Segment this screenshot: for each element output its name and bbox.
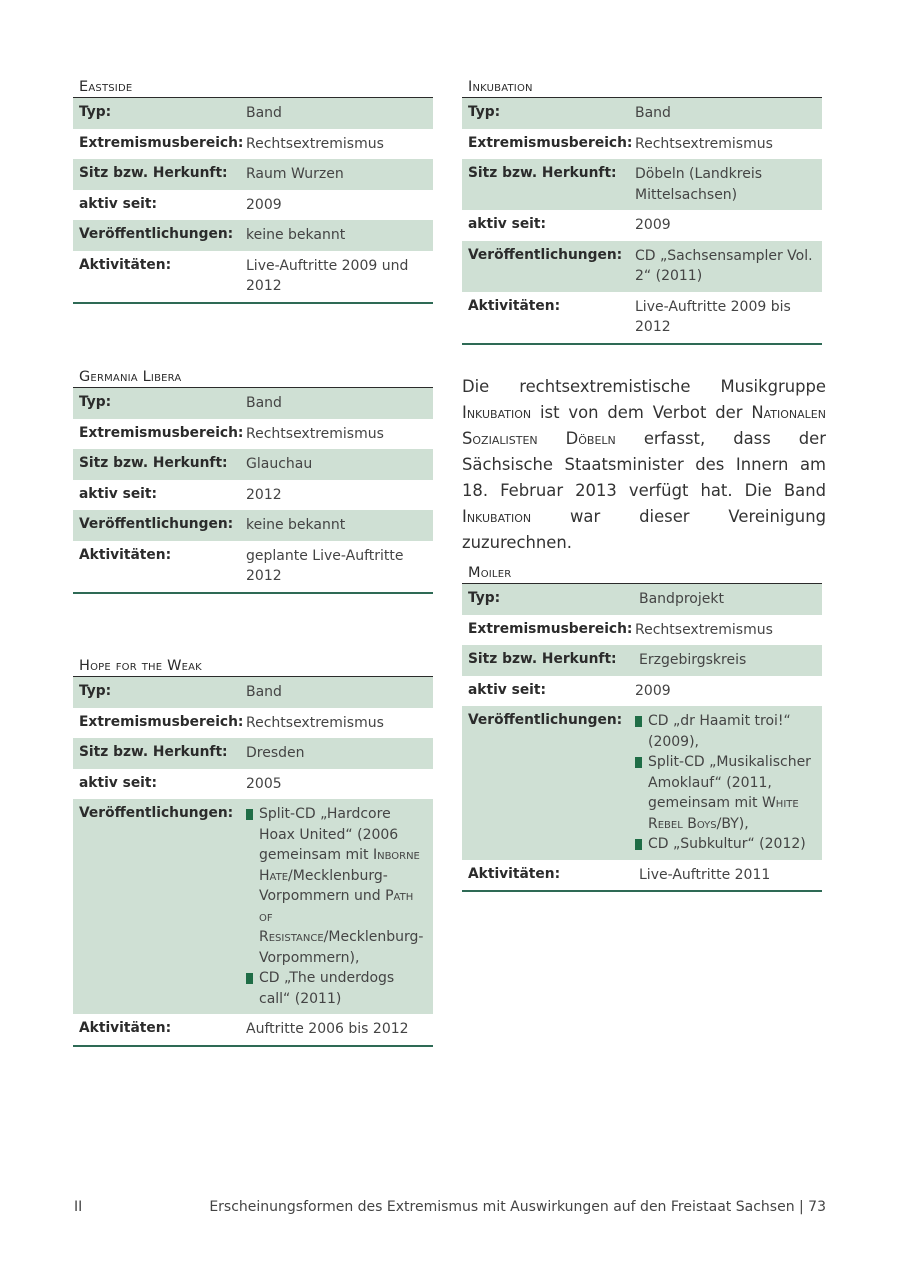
publication-list xyxy=(635,711,814,855)
paragraph-band-name: Inkubation xyxy=(462,507,532,526)
value-veroeff: CD „Sachsensampler Vol. 2“ (2011) xyxy=(635,247,813,284)
value-bereich: Rechtsextremismus xyxy=(635,135,773,152)
value-bereich: Rechtsextremismus xyxy=(635,621,773,638)
list-item xyxy=(246,968,425,1009)
card-title: Eastside xyxy=(73,78,433,98)
list-item xyxy=(635,834,814,855)
label-sitz: Sitz bzw. Herkunft: xyxy=(79,165,228,181)
label-aktivitaeten: Aktivitäten: xyxy=(468,865,561,882)
info-table xyxy=(462,98,822,345)
row-sitz xyxy=(73,449,433,480)
value-sitz: Dresden xyxy=(246,745,305,761)
publication-band-name: White Rebel Boys xyxy=(648,795,799,832)
label-veroeff: Veröffentlichungen: xyxy=(468,712,623,728)
info-table xyxy=(73,388,433,594)
value-sitz: Glauchau xyxy=(246,456,313,472)
list-item xyxy=(635,711,814,752)
row-sitz xyxy=(73,159,433,190)
value-aktivitaeten: Live-Auftritte 2009 und 2012 xyxy=(246,257,409,294)
value-aktiv: 2009 xyxy=(635,682,671,699)
label-bereich: Extremismusbereich: xyxy=(79,424,244,441)
value-veroeff xyxy=(629,706,822,860)
publication-text: CD „Subkultur“ (2012) xyxy=(648,836,806,852)
publication-list xyxy=(246,804,425,1009)
label-typ: Typ: xyxy=(79,683,112,699)
row-bereich xyxy=(73,419,433,450)
paragraph-band-name: Inkubation xyxy=(462,403,532,422)
card-title: Moiler xyxy=(462,564,822,584)
row-veroeff xyxy=(462,706,822,860)
row-bereich xyxy=(73,708,433,739)
footer-chapter: II xyxy=(74,1199,83,1215)
row-veroeff xyxy=(462,241,822,292)
row-aktiv xyxy=(73,769,433,800)
card-moiler xyxy=(462,564,822,892)
row-veroeff xyxy=(73,799,433,1014)
value-sitz: Döbeln (Landkreis Mittelsachsen) xyxy=(635,166,763,203)
info-table xyxy=(73,98,433,304)
row-typ xyxy=(462,98,822,129)
row-bereich xyxy=(462,129,822,160)
label-bereich: Extremismusbereich: xyxy=(79,134,244,151)
label-veroeff: Veröffentlichungen: xyxy=(79,226,234,242)
value-aktiv: 2009 xyxy=(635,217,671,233)
publication-text: /Mecklenburg-Vorpommern und xyxy=(259,867,388,904)
label-sitz: Sitz bzw. Herkunft: xyxy=(468,651,617,667)
row-aktiv xyxy=(462,676,822,707)
label-aktivitaeten: Aktivitäten: xyxy=(79,256,172,273)
publication-text: /Mecklenburg-Vorpommern), xyxy=(259,929,424,966)
card-eastside xyxy=(73,78,433,304)
row-typ xyxy=(462,584,822,615)
card-title: Inkubation xyxy=(462,78,822,98)
value-veroeff xyxy=(240,799,433,1014)
value-aktiv: 2012 xyxy=(246,486,282,503)
value-aktivitaeten: Live-Auftritte 2011 xyxy=(639,866,771,883)
publication-text: CD „dr Haamit troi!“ (2009), xyxy=(648,713,791,750)
value-sitz: Erzgebirgskreis xyxy=(639,652,747,668)
row-aktiv xyxy=(462,210,822,241)
publication-band-name: Path of Resistance xyxy=(259,888,414,945)
label-bereich: Extremismusbereich: xyxy=(468,134,633,151)
value-veroeff: keine bekannt xyxy=(246,227,346,243)
paragraph-association-name: Nationalen Sozialisten Döbeln xyxy=(462,403,826,448)
card-title: Germania Libera xyxy=(73,368,433,388)
list-item xyxy=(246,804,425,968)
label-bereich: Extremismusbereich: xyxy=(468,620,633,637)
row-bereich xyxy=(73,129,433,160)
label-aktivitaeten: Aktivitäten: xyxy=(79,546,172,563)
value-aktivitaeten: Live-Auftritte 2009 bis 2012 xyxy=(635,298,791,335)
publication-text: Split-CD „Hardcore Hoax United“ (2006 gemeinsam mit xyxy=(259,806,399,863)
footer-text: Erscheinungsformen des Extremismus mit Auswirkungen auf den Freistaat Sachsen | 73 xyxy=(209,1199,826,1215)
publication-band-name: Inborne Hate xyxy=(259,847,420,884)
label-veroeff: Veröffentlichungen: xyxy=(79,805,234,821)
label-aktivitaeten: Aktivitäten: xyxy=(468,297,561,314)
row-sitz xyxy=(462,159,822,210)
label-typ: Typ: xyxy=(79,104,112,120)
publication-text: Split-CD „Musikalischer Amoklauf“ (2011, gemeinsam mit xyxy=(648,754,811,811)
label-aktiv: aktiv seit: xyxy=(468,216,547,232)
info-table xyxy=(462,584,822,892)
row-aktivitaeten xyxy=(73,251,433,302)
row-typ xyxy=(73,388,433,419)
value-bereich: Rechtsextremismus xyxy=(246,714,384,731)
paragraph-text: war dieser Vereinigung zuzurechnen. xyxy=(462,507,826,552)
row-aktivitaeten xyxy=(73,541,433,592)
body-paragraph xyxy=(462,374,826,556)
label-typ: Typ: xyxy=(79,394,112,410)
card-title: Hope for the Weak xyxy=(73,657,433,677)
row-sitz xyxy=(73,738,433,769)
row-aktiv xyxy=(73,190,433,221)
label-aktiv: aktiv seit: xyxy=(468,681,547,698)
row-aktivitaeten xyxy=(462,860,822,891)
value-aktivitaeten: Auftritte 2006 bis 2012 xyxy=(246,1021,409,1037)
label-aktiv: aktiv seit: xyxy=(79,195,158,212)
value-aktiv: 2009 xyxy=(246,196,282,213)
publication-text: /BY), xyxy=(716,815,749,832)
value-veroeff: keine bekannt xyxy=(246,517,346,533)
row-typ xyxy=(73,98,433,129)
row-typ xyxy=(73,677,433,708)
card-inkubation xyxy=(462,78,822,345)
label-veroeff: Veröffentlichungen: xyxy=(79,516,234,532)
label-sitz: Sitz bzw. Herkunft: xyxy=(79,744,228,760)
card-hope-for-the-weak xyxy=(73,657,433,1047)
row-aktivitaeten xyxy=(73,1014,433,1045)
row-aktiv xyxy=(73,480,433,511)
value-typ: Band xyxy=(246,684,282,700)
row-veroeff xyxy=(73,220,433,251)
label-aktiv: aktiv seit: xyxy=(79,774,158,791)
value-aktivitaeten: geplante Live-Auftritte 2012 xyxy=(246,547,404,584)
value-typ: Band xyxy=(246,105,282,121)
value-typ: Bandprojekt xyxy=(639,591,724,607)
list-item xyxy=(635,752,814,834)
row-veroeff xyxy=(73,510,433,541)
paragraph-text: ist von dem Verbot der xyxy=(531,403,752,422)
label-sitz: Sitz bzw. Herkunft: xyxy=(79,455,228,471)
row-bereich xyxy=(462,615,822,646)
label-typ: Typ: xyxy=(468,104,501,120)
paragraph-text: Die rechtsextremistische Musikgruppe xyxy=(462,377,826,396)
paragraph-text: erfasst, dass der Sächsische Staatsminister des Innern am 18. Februar 2013 verfügt hat. Die Band xyxy=(462,429,826,500)
label-aktivitaeten: Aktivitäten: xyxy=(79,1020,172,1036)
value-typ: Band xyxy=(246,395,282,411)
label-veroeff: Veröffentlichungen: xyxy=(468,246,623,263)
value-sitz: Raum Wurzen xyxy=(246,166,344,182)
value-typ: Band xyxy=(635,105,671,121)
label-typ: Typ: xyxy=(468,590,501,606)
label-bereich: Extremismusbereich: xyxy=(79,713,244,730)
label-sitz: Sitz bzw. Herkunft: xyxy=(468,165,617,181)
row-aktivitaeten xyxy=(462,292,822,343)
row-sitz xyxy=(462,645,822,676)
publication-text: CD „The underdogs call“ (2011) xyxy=(259,970,395,1007)
value-bereich: Rechtsextremismus xyxy=(246,425,384,442)
value-aktiv: 2005 xyxy=(246,775,282,792)
card-germania-libera xyxy=(73,368,433,594)
info-table xyxy=(73,677,433,1047)
label-aktiv: aktiv seit: xyxy=(79,485,158,502)
value-bereich: Rechtsextremismus xyxy=(246,135,384,152)
